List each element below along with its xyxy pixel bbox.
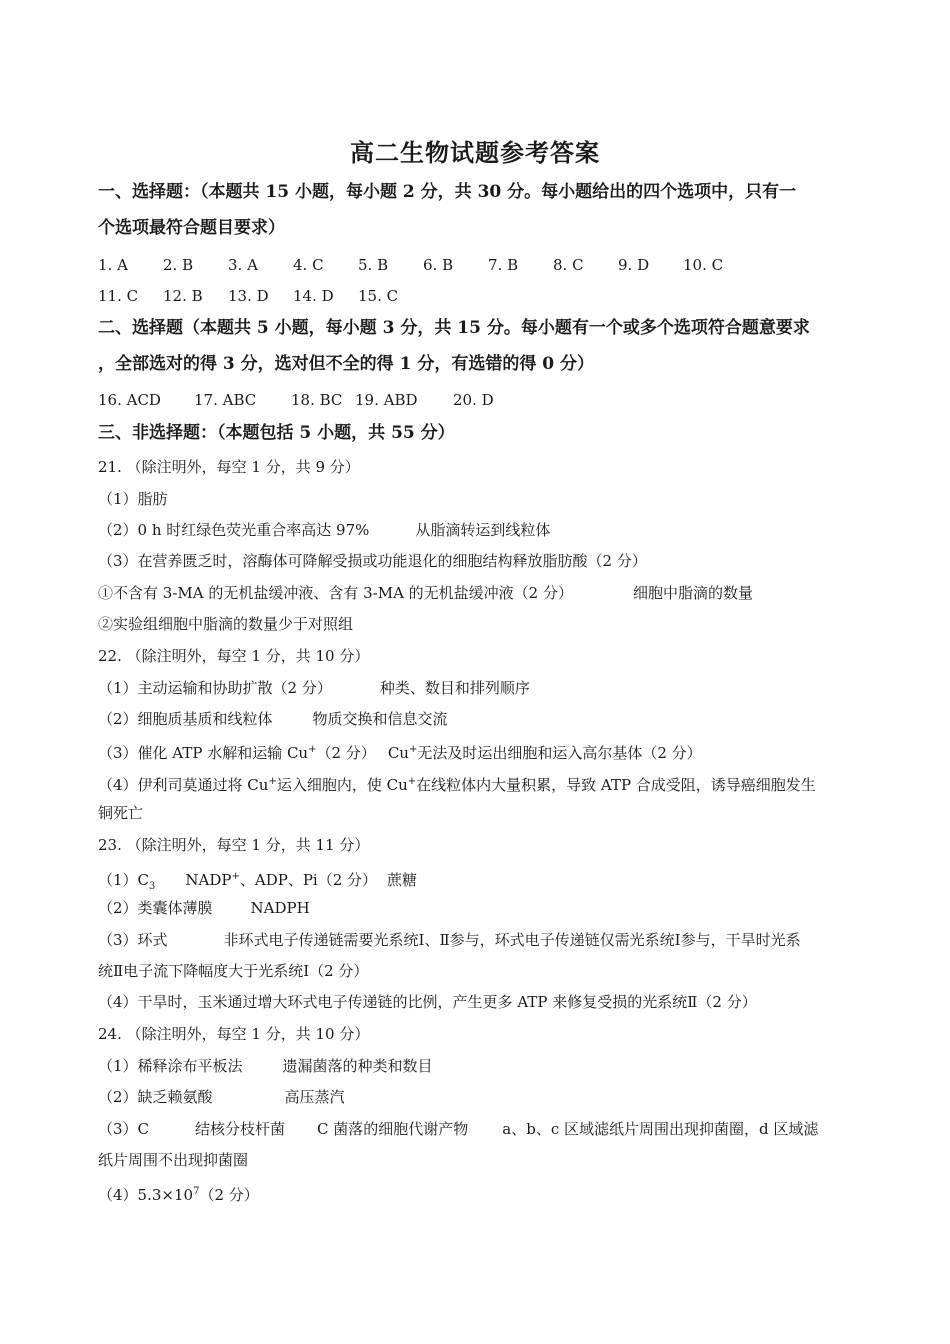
answer-blank: 蔗糖 [387,871,418,889]
answer-item: 8. C [553,256,584,274]
answer-text: 在线粒体内大量积累，导致 ATP 合成受阻，诱导癌细胞发生 [416,776,816,794]
q21-answer-3: （3）在营养匮乏时，溶酶体可降解受损或功能退化的细胞结构释放脂肪酸（2 分） [98,552,647,570]
section-1-heading: 一、选择题：（本题共 15 小题，每小题 2 分，共 30 分。每小题给出的四个选项中，只有一 [98,182,797,202]
q24-answer-1 [98,1056,433,1076]
answer-blank: Cu [387,744,409,762]
answer-blank: （1）稀释涂布平板法 [98,1057,243,1075]
answer-blank: NADP [185,871,232,889]
answer-item: 11. C [98,287,139,305]
answer-item: 15. C [358,287,399,305]
answer-blank: （2）细胞质基质和线粒体 [98,710,273,728]
q23-answer-3 [98,930,801,950]
answer-item: 19. ABD [355,391,418,409]
q23-heading: 23. （除注明外，每空 1 分，共 11 分） [98,836,370,854]
answer-blank: 遗漏菌落的种类和数目 [282,1057,433,1075]
answer-blank: a、b、c 区域滤纸片周围出现抑菌圈，d 区域滤 [502,1120,819,1138]
answer-item: 13. D [228,287,269,305]
q22-answer-4 [98,772,816,795]
answer-blank: （3）C [98,1120,150,1138]
page-title: 高二生物试题参考答案 [350,138,600,167]
answer-item: 18. BC [291,391,343,409]
q23-answer-4: （4）干旱时，玉米通过增大环式电子传递链的比例，产生更多 ATP 来修复受损的光系统Ⅱ（2 分） [98,993,757,1011]
q24-answer-3-cont: 纸片周围不出现抑菌圈 [98,1151,249,1169]
section-1-answers-row-2 [98,286,423,306]
q22-heading: 22. （除注明外，每空 1 分，共 10 分） [98,647,370,665]
q24-answer-3 [98,1119,818,1139]
superscript: + [408,744,418,755]
section-1-answers-row-1 [98,255,748,275]
answer-text: （4）伊利司莫通过将 Cu [98,776,269,794]
superscript: + [407,776,417,787]
q24-answer-2 [98,1087,345,1107]
score-note: （2 分） [199,1186,259,1204]
answer-item: 2. B [163,256,194,274]
section-2-heading: 二、选择题（本题共 5 小题，每小题 3 分，共 15 分。每小题有一个或多个选项符合题意要求 [98,318,810,338]
answer-item: 14. D [293,287,334,305]
q21-answer-2 [98,520,550,540]
answer-item: 20. D [453,391,494,409]
answer-blank-tail: 无法及时运出细胞和运入高尔基体（2 分） [417,744,702,762]
answer-blank: （4）5.3×10 [98,1186,194,1204]
answer-blank: （2）0 h 时红绿色荧光重合率高达 97% [98,521,370,539]
answer-item: 9. D [618,256,650,274]
answer-item: 12. B [163,287,203,305]
q21-answer-1: （1）脂肪 [98,490,168,508]
answer-item: 16. ACD [98,391,161,409]
q21-heading: 21. （除注明外，每空 1 分，共 9 分） [98,458,360,476]
answer-blank: （3）环式 [98,931,168,949]
answer-blank: NADPH [250,899,310,917]
answer-item: 3. A [228,256,258,274]
answer-item: 4. C [293,256,324,274]
q23-answer-2 [98,898,310,918]
section-3-heading: 三、非选择题：（本题包括 5 小题，共 55 分） [98,423,455,443]
q22-answer-2 [98,709,448,729]
q23-answer-3-cont: 统Ⅱ电子流下降幅度大于光系统Ⅰ（2 分） [98,962,369,980]
answer-blank: ①不含有 3-MA 的无机盐缓冲液、含有 3-MA 的无机盐缓冲液（2 分） [98,584,573,602]
answer-item: 17. ABC [194,391,257,409]
q22-answer-3 [98,740,702,763]
answer-blank: 结核分枝杆菌 [195,1120,286,1138]
answer-item: 10. C [683,256,724,274]
subscript: 3 [149,881,156,892]
answer-blank: （1）C [98,871,150,889]
answer-blank: 种类、数目和排列顺序 [379,679,530,697]
answer-blank: 高压蒸汽 [284,1088,345,1106]
score-note: （2 分） [316,744,376,762]
answer-blank-tail: 、ADP、Pi（2 分） [239,871,378,889]
superscript: 7 [193,1186,200,1197]
answer-item: 1. A [98,256,128,274]
section-2-answers-row [98,390,513,410]
answer-blank: 从脂滴转运到线粒体 [415,521,551,539]
answer-blank: （3）催化 ATP 水解和运输 Cu [98,744,309,762]
section-2-heading-cont: ，全部选对的得 3 分，选对但不全的得 1 分，有选错的得 0 分） [98,354,594,374]
answer-blank: 非环式电子传递链需要光系统Ⅰ、Ⅱ参与，环式电子传递链仅需光系统Ⅰ参与，干旱时光系 [223,931,801,949]
answer-item: 6. B [423,256,454,274]
answer-blank: C 菌落的细胞代谢产物 [317,1120,469,1138]
superscript: + [268,776,277,787]
answer-blank: 细胞中脂滴的数量 [633,584,754,602]
q21-answer-5: ②实验组细胞中脂滴的数量少于对照组 [98,615,354,633]
superscript: + [231,871,240,882]
q22-answer-4-cont: 铜死亡 [98,804,144,822]
answer-blank: （2）类囊体薄膜 [98,899,213,917]
answer-blank: （1）主动运输和协助扩散（2 分） [98,679,332,697]
answer-blank: 物质交换和信息交流 [312,710,448,728]
q22-answer-1 [98,678,530,698]
q24-heading: 24. （除注明外，每空 1 分，共 10 分） [98,1025,370,1043]
q24-answer-4 [98,1182,259,1205]
answer-blank: （2）缺乏赖氨酸 [98,1088,213,1106]
q23-answer-1 [98,867,417,897]
answer-item: 7. B [488,256,519,274]
answer-text: 运入细胞内，使 Cu [276,776,408,794]
section-1-heading-cont: 个选项最符合题目要求） [98,218,285,238]
superscript: + [308,744,317,755]
answer-item: 5. B [358,256,389,274]
q21-answer-4 [98,583,753,603]
